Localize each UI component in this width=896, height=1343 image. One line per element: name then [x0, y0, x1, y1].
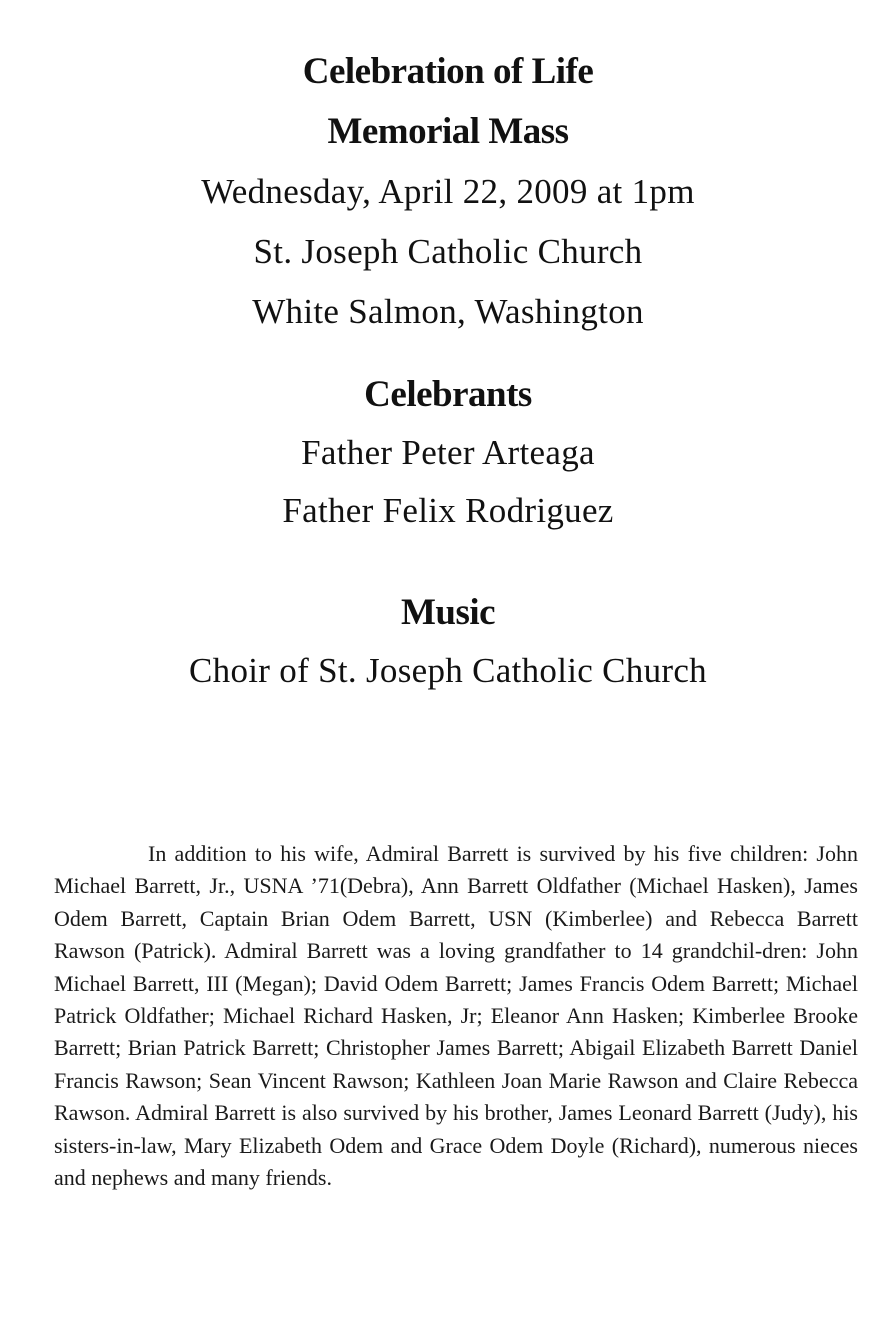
ceremony-section: [0, 42, 896, 342]
celebrant-name: Father Peter Arteaga: [301, 433, 595, 472]
ceremony-church: St. Joseph Catholic Church: [253, 232, 643, 271]
celebrant-name: Father Felix Rodriguez: [282, 491, 614, 530]
ceremony-datetime: Wednesday, April 22, 2009 at 1pm: [201, 172, 695, 211]
celebrants-section: [0, 366, 896, 540]
celebrants-heading: Celebrants: [364, 374, 532, 415]
music-heading: Music: [400, 592, 496, 633]
music-performer: Choir of St. Joseph Catholic Church: [189, 651, 707, 690]
ceremony-title: Celebration of Life: [302, 51, 594, 92]
obituary-paragraph: In addition to his wife, Admiral Barrett is survived by his five children: John Michael Barrett, Jr., USNA ’71(Debra), Ann Barrett Oldfather (Michael Hasken), James Odem Barrett, Captain Brian Odem Barrett, USN (Kimberlee) and Rebecca Barrett Rawson (Patrick). Admiral Barrett was a loving grandfather to 14 grandchil-dren: John Michael Barrett, III (Megan); David Odem Barrett; James Francis Odem Barrett; Michael Patrick Oldfather; Michael Richard Hasken, Jr; Eleanor Ann Hasken; Kimberlee Brooke Barrett; Brian Patrick Barrett; Christopher James Barrett; Abigail Elizabeth Barrett Daniel Francis Rawson; Sean Vincent Rawson; Kathleen Joan Marie Rawson and Claire Rebecca Rawson. Admiral Barrett is also survived by his brother, James Leonard Barrett (Judy), his sisters-in-law, Mary Elizabeth Odem and Grace Odem Doyle (Richard), numerous nieces and nephews and many friends.: [54, 841, 858, 1191]
ceremony-subtitle: Memorial Mass: [327, 111, 569, 152]
ceremony-location: White Salmon, Washington: [252, 292, 644, 331]
music-section: [0, 584, 896, 700]
